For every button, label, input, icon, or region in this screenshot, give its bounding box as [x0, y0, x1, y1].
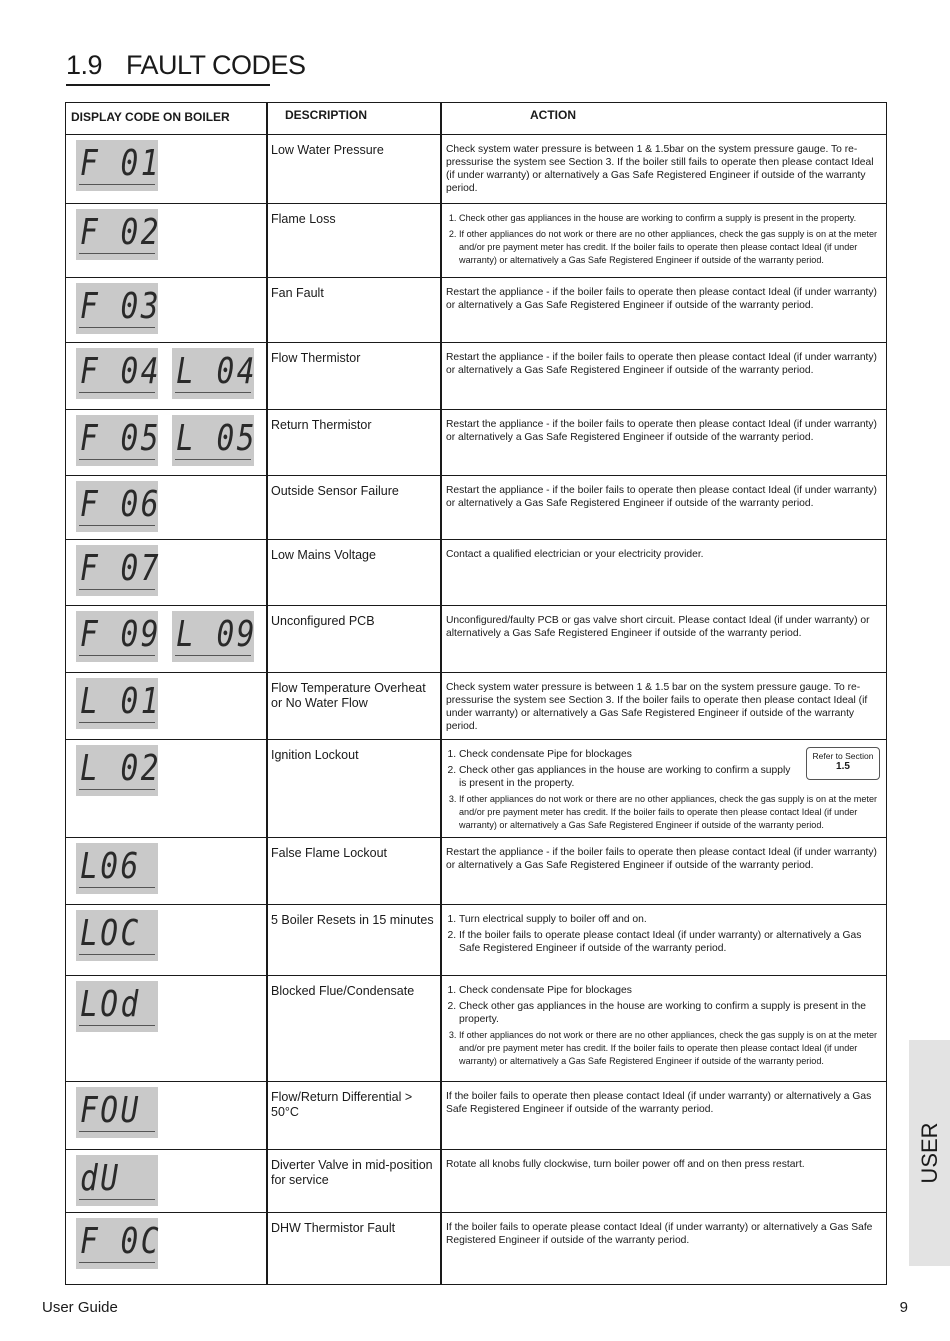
table-row: [66, 278, 886, 343]
lcd-display-code: [76, 1087, 158, 1138]
lcd-underline: [79, 722, 155, 723]
fault-code-text: F 0C: [80, 1221, 161, 1262]
fault-code-text: LOC: [80, 913, 141, 954]
lcd-display-code: [76, 745, 161, 796]
fault-action: [446, 984, 880, 1071]
lcd-underline: [79, 1025, 155, 1026]
lcd-underline: [79, 655, 155, 656]
lcd-underline: [79, 589, 155, 590]
action-step: 2. Check other gas appliances in the house are working to confirm a supply is present in the property.: [459, 764, 880, 790]
fault-description: Diverter Valve in mid-position for service: [271, 1158, 433, 1187]
table-header: [66, 103, 886, 135]
table-row: [66, 204, 886, 278]
action-step: 3. If other appliances do not work or there are no other appliances, check the gas supply is on at the meter and/or pre payment meter has credit. If the boiler fails to operate then please contact Ideal (if under warranty) or alternatively a Gas Safe Registered Engineer if outside of the warranty period.: [459, 793, 880, 832]
fault-description: Flow/Return Differential > 50°C: [271, 1090, 413, 1119]
table-row: [66, 838, 886, 905]
action-text: Check system water pressure is between 1 & 1.5bar on the system pressure gauge. To re-pressurise the system see Section 3. If the boiler still fails to operate then please contact Ideal (if under warranty) or alternatively a Gas Safe Registered Engineer if outside of the warranty period.: [446, 144, 874, 194]
fault-code-text: L 05: [176, 418, 257, 459]
fault-description: Flow Temperature Overheat or No Water Flow: [271, 681, 426, 710]
fault-description: Ignition Lockout: [271, 748, 359, 762]
fault-action: [446, 1090, 880, 1116]
lcd-underline: [79, 459, 155, 460]
fault-description: False Flame Lockout: [271, 846, 388, 860]
action-step: 3. If other appliances do not work or there are no other appliances, check the gas supply is on at the meter and/or pre payment meter has credit. If the boiler fails to operate then please contact Ideal (if under warranty) or alternatively a Gas Safe Registered Engineer if outside of the warranty period.: [459, 1029, 880, 1068]
fault-code-text: F 09: [80, 614, 161, 655]
fault-action: [446, 418, 880, 444]
lcd-display-code: [172, 415, 257, 466]
fault-code-text: F 03: [80, 286, 161, 327]
table-row: [66, 135, 886, 204]
section-title: [66, 50, 306, 81]
action-steps: [446, 913, 880, 955]
action-step: 2. If the boiler fails to operate please contact Ideal (if under warranty) or alternatively a Gas Safe Registered Engineer if outside of the warranty period.: [459, 929, 880, 955]
lcd-underline: [175, 392, 251, 393]
action-text: Restart the appliance - if the boiler fails to operate then please contact Ideal (if under warranty) or alternatively a Gas Safe Registered Engineer if outside of the warranty period.: [446, 287, 877, 311]
lcd-underline: [79, 525, 155, 526]
fault-action: [446, 351, 880, 377]
fault-code-text: F 05: [80, 418, 161, 459]
title-underline: [66, 84, 270, 86]
lcd-underline: [79, 392, 155, 393]
fault-description: Unconfigured PCB: [271, 614, 375, 628]
section-reference-box: [806, 747, 880, 780]
fault-action: [446, 143, 880, 195]
user-section-tab: [909, 1040, 950, 1266]
side-tab-label: USER: [916, 1122, 942, 1184]
fault-code-text: dU: [80, 1158, 121, 1199]
lcd-underline: [79, 789, 155, 790]
fault-code-text: L 09: [176, 614, 257, 655]
action-text: Unconfigured/faulty PCB or gas valve short circuit. Please contact Ideal (if under warranty) or alternatively a Gas Safe Registered Engineer if outside of the warranty period.: [446, 615, 870, 639]
lcd-underline: [79, 954, 155, 955]
action-text: Check system water pressure is between 1 & 1.5 bar on the system pressure gauge. To re-pressurise the system see Section 3. If the boiler fails to operate then please contact Ideal (if under warranty) or alternatively a Gas Safe Registered Engineer if outside of the warranty period.: [446, 682, 868, 732]
lcd-display-code: [76, 545, 161, 596]
header-description: DESCRIPTION: [285, 108, 368, 122]
fault-description: Outside Sensor Failure: [271, 484, 399, 498]
table-row: [66, 976, 886, 1082]
fault-description: Low Mains Voltage: [271, 548, 376, 562]
table-row: [66, 740, 886, 838]
fault-code-text: LOd: [80, 984, 141, 1025]
table-row: [66, 540, 886, 606]
fault-code-text: F 01: [80, 143, 161, 184]
reference-number: 1.5: [836, 761, 850, 772]
lcd-display-code: [76, 209, 161, 260]
action-step: 2. Check other gas appliances in the house are working to confirm a supply is present in the property.: [459, 1000, 880, 1026]
fault-code-text: L 01: [80, 681, 161, 722]
action-text: Rotate all knobs fully clockwise, turn boiler power off and on then press restart.: [446, 1159, 805, 1170]
fault-code-text: L06: [80, 846, 141, 887]
fault-description: Low Water Pressure: [271, 143, 384, 157]
lcd-display-code: [76, 611, 161, 662]
action-text: Restart the appliance - if the boiler fails to operate then please contact Ideal (if under warranty) or alternatively a Gas Safe Registered Engineer if outside of the warranty period.: [446, 352, 877, 376]
table-row: [66, 1150, 886, 1213]
table-row: [66, 476, 886, 540]
fault-code-text: F 02: [80, 212, 161, 253]
fault-action: [446, 1158, 880, 1171]
lcd-underline: [79, 887, 155, 888]
lcd-underline: [79, 184, 155, 185]
section-heading: FAULT CODES: [126, 50, 306, 80]
lcd-underline: [79, 1199, 155, 1200]
fault-description: Flow Thermistor: [271, 351, 361, 365]
action-step: 1. Check other gas appliances in the house are working to confirm a supply is present in the property.: [459, 212, 880, 225]
fault-action: [446, 548, 880, 561]
action-step: 2. If other appliances do not work or there are no other appliances, check the gas supply is on at the meter and/or pre payment meter has credit. If the boiler fails to operate then please contact Ideal (if under warranty) or alternatively a Gas Safe Registered Engineer if outside of the warranty period.: [459, 228, 880, 267]
fault-description: Blocked Flue/Condensate: [271, 984, 415, 998]
table-row: [66, 410, 886, 476]
lcd-display-code: [76, 283, 161, 334]
fault-description: Fan Fault: [271, 286, 324, 300]
lcd-display-code: [76, 981, 158, 1032]
lcd-underline: [79, 253, 155, 254]
fault-action: [446, 1221, 880, 1247]
action-text: If the boiler fails to operate then please contact Ideal (if under warranty) or alternatively a Gas Safe Registered Engineer if outside of the warranty period.: [446, 1091, 872, 1115]
lcd-display-code: [76, 348, 161, 399]
fault-description: Flame Loss: [271, 212, 336, 226]
fault-description: Return Thermistor: [271, 418, 372, 432]
fault-action: [446, 614, 880, 640]
fault-code-text: F 04: [80, 351, 161, 392]
fault-action: [446, 913, 880, 958]
reference-label: Refer to Section: [812, 751, 874, 761]
footer-guide-name: User Guide: [42, 1299, 118, 1316]
action-text: Restart the appliance - if the boiler fails to operate then please contact Ideal (if under warranty) or alternatively a Gas Safe Registered Engineer if outside of the warranty period.: [446, 419, 877, 443]
table-row: [66, 343, 886, 410]
page-number: 9: [899, 1299, 908, 1316]
lcd-display-code: [76, 481, 161, 532]
fault-code-text: F 06: [80, 484, 161, 525]
fault-code-text: L 04: [176, 351, 257, 392]
fault-action: [446, 846, 880, 872]
action-steps: [446, 212, 880, 267]
action-step: 1. Turn electrical supply to boiler off and on.: [459, 913, 880, 926]
lcd-display-code: [172, 348, 257, 399]
fault-description: DHW Thermistor Fault: [271, 1221, 396, 1235]
lcd-display-code: [76, 415, 161, 466]
table-row: [66, 673, 886, 740]
lcd-display-code: [76, 1218, 161, 1269]
action-text: If the boiler fails to operate please contact Ideal (if under warranty) or alternatively a Gas Safe Registered Engineer if outside of the warranty period.: [446, 1222, 873, 1246]
table-row: [66, 1082, 886, 1150]
fault-code-text: F 07: [80, 548, 161, 589]
action-text: Restart the appliance - if the boiler fails to operate then please contact Ideal (if under warranty) or alternatively a Gas Safe Registered Engineer if outside of the warranty period.: [446, 485, 877, 509]
fault-action: [446, 286, 880, 312]
lcd-underline: [79, 327, 155, 328]
lcd-display-code: [76, 1155, 158, 1206]
fault-action: [446, 484, 880, 510]
action-text: Contact a qualified electrician or your electricity provider.: [446, 549, 704, 560]
action-step: 1. Check condensate Pipe for blockages: [459, 984, 880, 997]
lcd-underline: [175, 655, 251, 656]
action-steps: [446, 984, 880, 1068]
fault-code-text: L 02: [80, 748, 161, 789]
fault-codes-table: [65, 102, 887, 1285]
lcd-display-code: [76, 843, 158, 894]
lcd-underline: [79, 1131, 155, 1132]
lcd-underline: [175, 459, 251, 460]
action-text: Restart the appliance - if the boiler fails to operate then please contact Ideal (if under warranty) or alternatively a Gas Safe Registered Engineer if outside of the warranty period.: [446, 847, 877, 871]
fault-code-text: FOU: [80, 1090, 141, 1131]
lcd-underline: [79, 1262, 155, 1263]
lcd-display-code: [76, 910, 158, 961]
table-row: [66, 1213, 886, 1284]
fault-action: [446, 681, 880, 733]
lcd-display-code: [172, 611, 257, 662]
lcd-display-code: [76, 140, 161, 191]
header-display-code: DISPLAY CODE ON BOILER: [71, 110, 230, 124]
header-action: ACTION: [530, 108, 576, 122]
section-number: 1.9: [66, 50, 103, 80]
fault-description: 5 Boiler Resets in 15 minutes: [271, 913, 434, 927]
table-row: [66, 905, 886, 976]
lcd-display-code: [76, 678, 161, 729]
fault-action: [446, 212, 880, 270]
table-row: [66, 606, 886, 673]
action-step: 1. Check condensate Pipe for blockages: [459, 748, 880, 761]
